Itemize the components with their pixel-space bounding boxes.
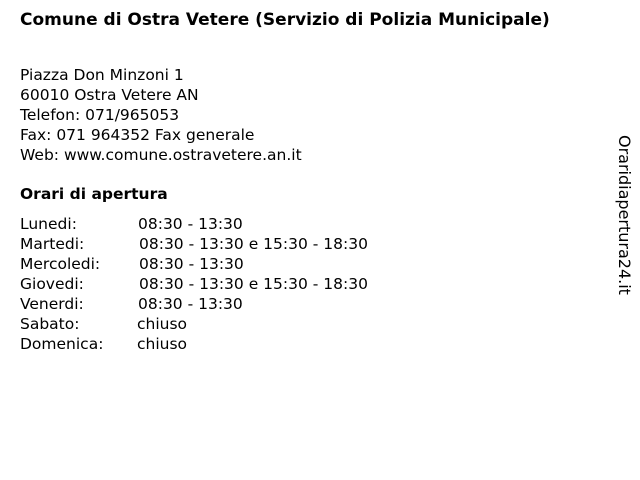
address-city: 60010 Ostra Vetere AN (20, 86, 199, 104)
day-label: Sabato: (20, 315, 80, 333)
time-value: chiuso (137, 335, 188, 353)
address-street: Piazza Don Minzoni 1 (20, 66, 184, 84)
time-value: 08:30 - 13:30 e 15:30 - 18:30 (139, 275, 368, 293)
day-label: Venerdi: (20, 295, 84, 313)
time-value: 08:30 - 13:30 (139, 255, 244, 273)
phone-number: Telefon: 071/965053 (20, 106, 180, 124)
day-label: Mercoledi: (20, 255, 101, 273)
address-block (20, 65, 302, 165)
day-label: Martedi: (20, 235, 85, 253)
time-value: chiuso (137, 315, 188, 333)
day-label: Domenica: (20, 335, 104, 353)
time-value: 08:30 - 13:30 e 15:30 - 18:30 (139, 235, 368, 253)
opening-hours-heading: Orari di apertura (20, 185, 168, 203)
website: Web: www.comune.ostravetere.an.it (20, 146, 302, 164)
page-title: Comune di Ostra Vetere (Servizio di Polizia Municipale) (20, 10, 550, 30)
time-value: 08:30 - 13:30 (138, 215, 243, 233)
time-value: 08:30 - 13:30 (138, 295, 243, 313)
site-watermark: Oraridiapertura24.it (615, 135, 634, 295)
day-label: Giovedi: (20, 275, 84, 293)
fax-number: Fax: 071 964352 Fax generale (20, 126, 255, 144)
day-label: Lunedi: (20, 215, 77, 233)
